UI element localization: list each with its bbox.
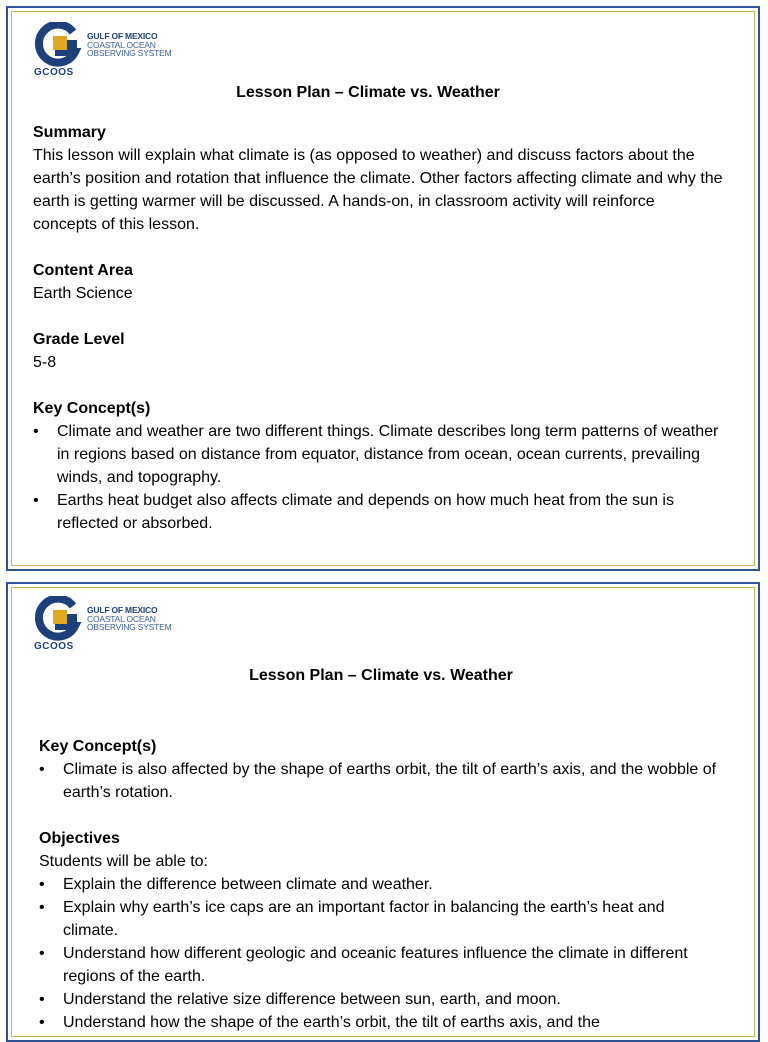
document-page-2 [6, 582, 760, 1042]
gcoos-logo [33, 596, 173, 654]
bullet-icon: • [33, 492, 39, 509]
list-item: • Earths heat budget also affects climate and depends on how much heat from the sun is reflected or absorbed. [33, 489, 723, 535]
key-concepts-heading: Key Concept(s) [39, 738, 157, 755]
grade-level-heading: Grade Level [33, 331, 125, 348]
list-item: • Understand how different geologic and oceanic features influence the climate in different regions of the earth. [39, 942, 719, 988]
summary-text: This lesson will explain what climate is (as opposed to weather) and discuss factors about the earth’s position and rotation that influence the climate. Other factors affecting climate and why the earth is getting warmer will be discussed. A hands-on, in classroom activity will reinforce concepts of this lesson. [33, 147, 723, 233]
bullet-icon: • [39, 876, 45, 893]
bullet-icon: • [39, 991, 45, 1008]
gcoos-logo [33, 22, 173, 80]
page-1-content [33, 121, 723, 535]
bullet-icon: • [39, 1014, 45, 1031]
summary-heading: Summary [33, 124, 106, 141]
list-item: • Understand the relative size difference between sun, earth, and moon. [39, 988, 719, 1011]
gcoos-g-icon [33, 22, 83, 68]
gcoos-g-icon [33, 596, 83, 642]
bullet-icon: • [39, 761, 45, 778]
logo-caption: GCOOS [34, 67, 74, 78]
logo-caption: GCOOS [34, 641, 74, 652]
list-item: • Climate is also affected by the shape of earths orbit, the tilt of earth’s axis, and the wobble of earth’s rotation. [39, 758, 719, 804]
logo-wordmark: GULF OF MEXICO COASTAL OCEAN OBSERVING SYSTEM [87, 31, 172, 58]
bullet-icon: • [39, 945, 45, 962]
document-page-1 [6, 6, 760, 571]
key-concepts-list [39, 758, 719, 804]
list-item: • Climate and weather are two different things. Climate describes long term patterns of weather in regions based on distance from equator, distance from ocean, ocean currents, prevailing winds, and topography. [33, 420, 723, 489]
page-title: Lesson Plan – Climate vs. Weather [236, 84, 500, 101]
key-concepts-list [33, 420, 723, 535]
objectives-heading: Objectives [39, 830, 120, 847]
bullet-icon: • [33, 423, 39, 440]
bullet-icon: • [39, 899, 45, 916]
grade-level-value: 5-8 [33, 354, 57, 371]
objectives-intro: Students will be able to: [39, 853, 208, 870]
content-area-value: Earth Science [33, 285, 133, 302]
list-item: • Explain why earth’s ice caps are an important factor in balancing the earth’s heat and climate. [39, 896, 719, 942]
page-title: Lesson Plan – Climate vs. Weather [249, 667, 513, 684]
list-item: • Explain the difference between climate and weather. [39, 873, 719, 896]
page-2-content [39, 735, 719, 1034]
content-area-heading: Content Area [33, 262, 133, 279]
logo-wordmark: GULF OF MEXICO COASTAL OCEAN OBSERVING SYSTEM [87, 605, 172, 632]
list-item: • Understand how the shape of the earth’s orbit, the tilt of earths axis, and the [39, 1011, 719, 1034]
objectives-list [39, 873, 719, 1034]
key-concepts-heading: Key Concept(s) [33, 400, 151, 417]
